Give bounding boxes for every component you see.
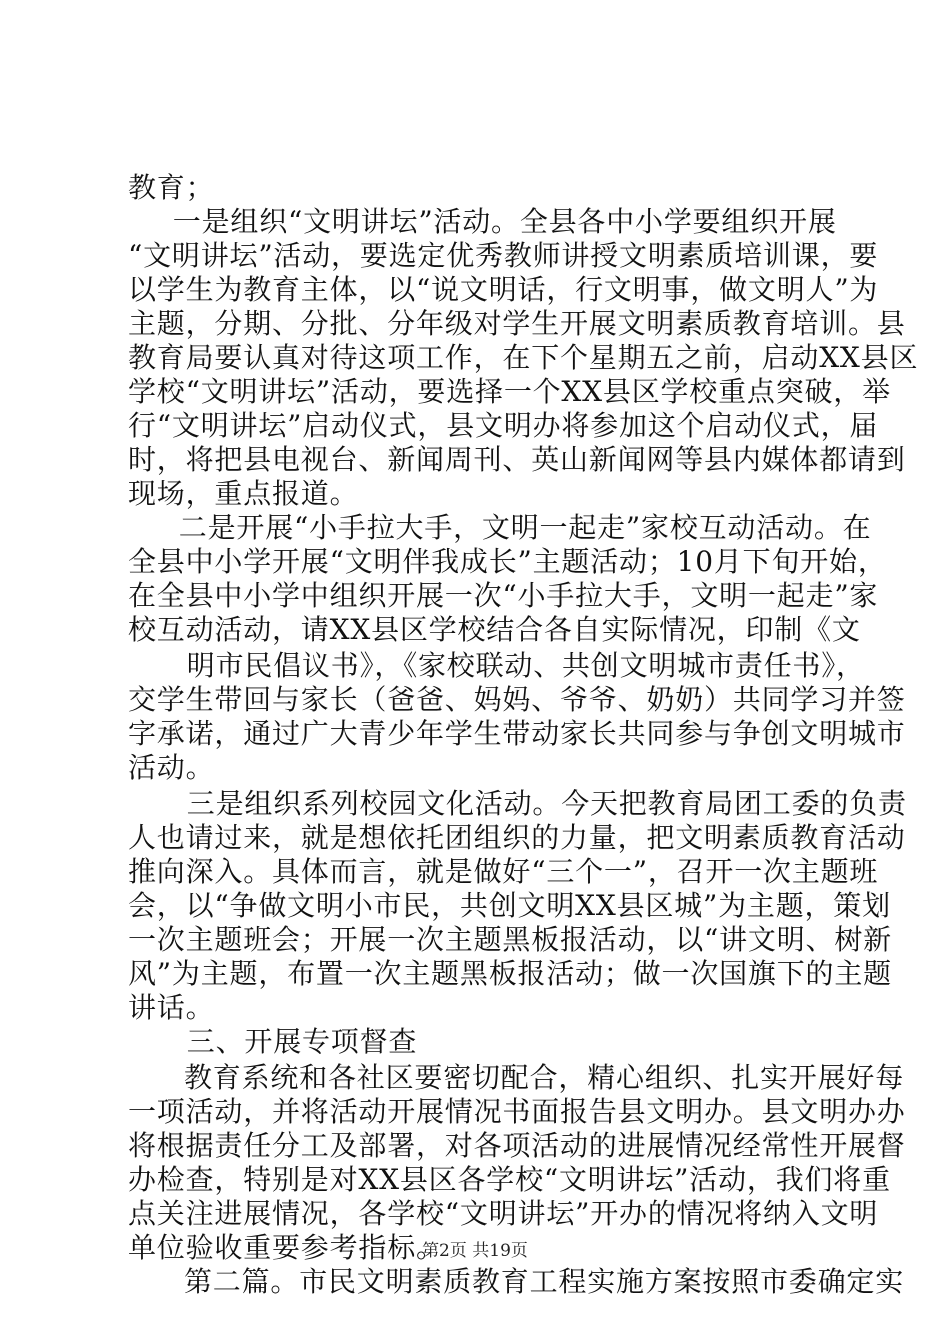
text-line: 教育系统和各社区要密切配合，精心组织、扎实开展好每 <box>184 1061 905 1094</box>
text-line: 会，以“争做文明小市民，共创文明XX县区城”为主题，策划 <box>128 889 891 922</box>
page-footer: 第2页 共19页 <box>422 1241 528 1261</box>
text-line: 全县中小学开展“文明伴我成长”主题活动；10月下旬开始， <box>128 545 887 578</box>
text-line: 一次主题班会；开展一次主题黑板报活动，以“讲文明、树新 <box>128 923 892 956</box>
text-line: 教育； <box>128 171 215 204</box>
text-line: 活动。 <box>128 751 215 784</box>
section-heading: 三、开展专项督查 <box>158 1025 418 1058</box>
text-line: 学校“文明讲坛”活动，要选择一个XX县区学校重点突破，举 <box>128 375 891 408</box>
text-line: 主题，分期、分批、分年级对学生开展文明素质教育培训。县 <box>128 307 906 340</box>
text-line: 讲话。 <box>128 991 215 1024</box>
text-line: 单位验收重要参考指标。 <box>128 1231 445 1264</box>
text-line: “文明讲坛”活动，要选定优秀教师讲授文明素质培训课，要 <box>128 239 879 272</box>
text-line: 一是组织“文明讲坛”活动。全县各中小学要组织开展 <box>144 205 837 238</box>
text-line: 推向深入。具体而言，就是做好“三个一”，召开一次主题班 <box>128 855 879 888</box>
text-line: 三是组织系列校园文化活动。今天把教育局团工委的负责 <box>158 787 907 820</box>
text-line: 点关注进展情况，各学校“文明讲坛”开办的情况将纳入文明 <box>128 1197 879 1230</box>
text-line: 办检查，特别是对XX县区各学校“文明讲坛”活动，我们将重 <box>128 1163 891 1196</box>
text-line: 人也请过来，就是想依托团组织的力量，把文明素质教育活动 <box>128 821 906 854</box>
text-line: 交学生带回与家长（爸爸、妈妈、爷爷、奶奶）共同学习并签 <box>128 683 906 716</box>
text-line: 第二篇。市民文明素质教育工程实施方案按照市委确定实 <box>184 1265 905 1298</box>
text-line: 二是开展“小手拉大手，文明一起走”家校互动活动。在 <box>150 511 872 544</box>
text-line: 将根据责任分工及部署，对各项活动的进展情况经常性开展督 <box>128 1129 906 1162</box>
text-line: 以学生为教育主体，以“说文明话，行文明事，做文明人”为 <box>128 273 879 306</box>
text-line: 行“文明讲坛”启动仪式，县文明办将参加这个启动仪式，届 <box>128 409 879 442</box>
text-line: 校互动活动，请XX县区学校结合各自实际情况，印制《文 <box>128 613 861 646</box>
text-line: 时，将把县电视台、新闻周刊、英山新闻网等县内媒体都请到 <box>128 443 906 476</box>
text-line: 在全县中小学中组织开展一次“小手拉大手，文明一起走”家 <box>128 579 879 612</box>
text-line: 字承诺，通过广大青少年学生带动家长共同参与争创文明城市 <box>128 717 906 750</box>
text-line: 明市民倡议书》，《家校联动、共创文明城市责任书》， <box>158 649 865 682</box>
text-line: 教育局要认真对待这项工作，在下个星期五之前，启动XX县区 <box>128 341 919 374</box>
text-line: 一项活动，并将活动开展情况书面报告县文明办。县文明办办 <box>128 1095 906 1128</box>
text-line: 现场，重点报道。 <box>128 477 359 510</box>
text-line: 风”为主题，布置一次主题黑板报活动；做一次国旗下的主题 <box>128 957 892 990</box>
